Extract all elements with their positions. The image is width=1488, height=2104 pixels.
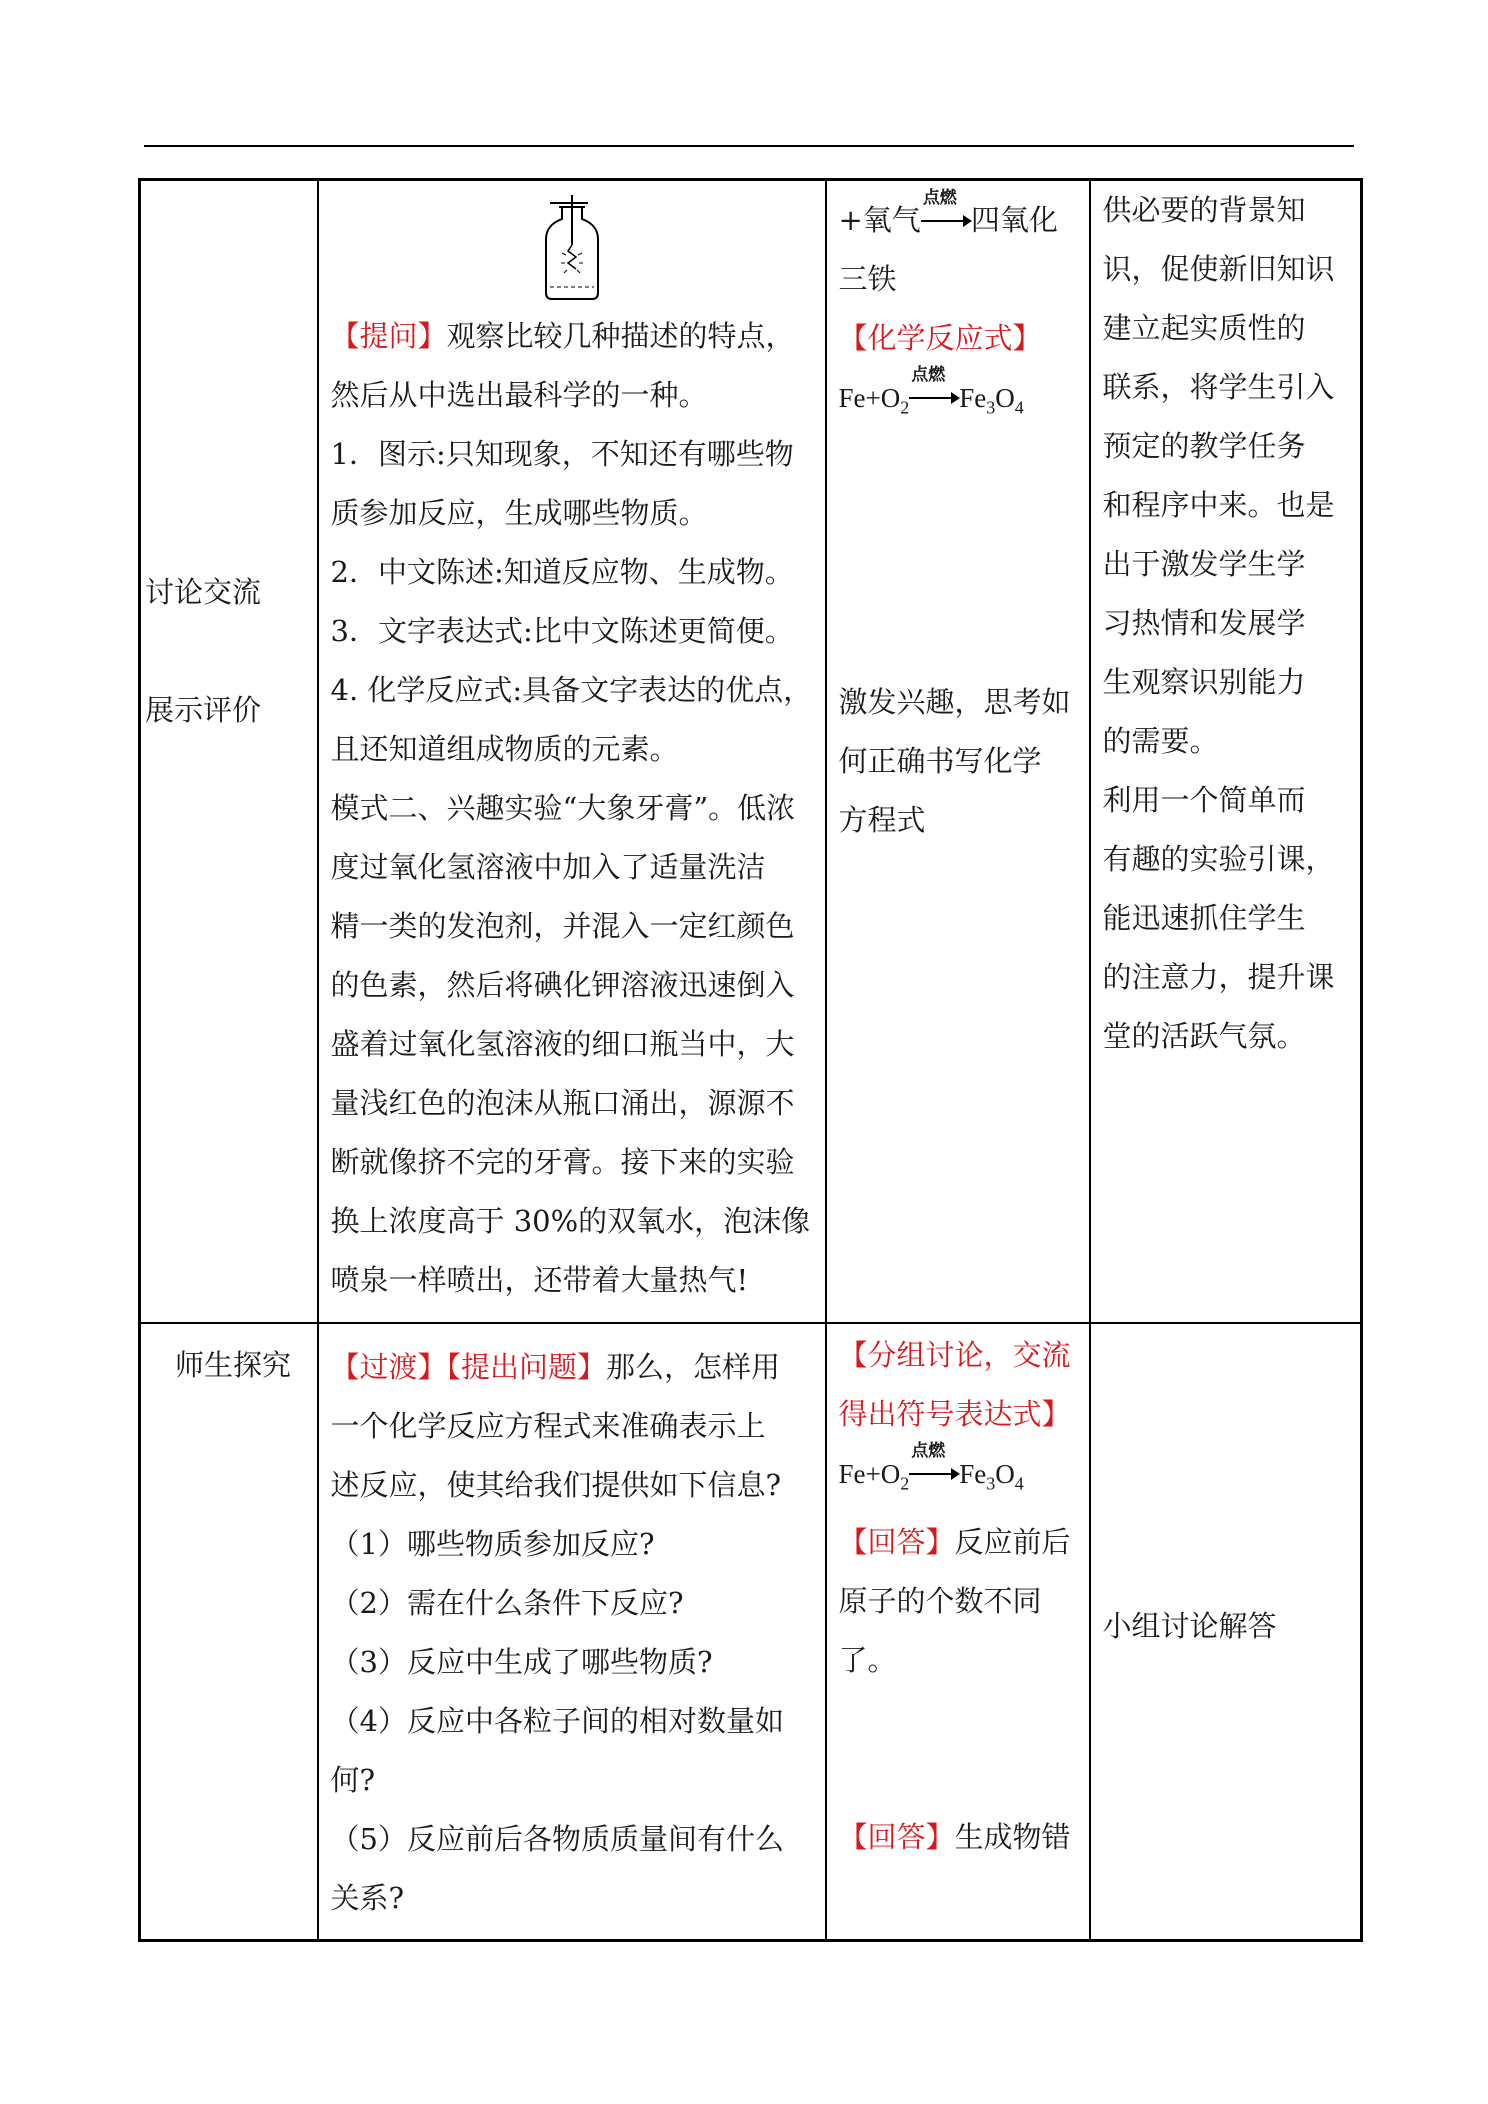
text-line: 激发兴趣，思考如 (838, 685, 1071, 720)
answer-tag: 【回答】 (838, 1524, 955, 1559)
text-line: 2．中文陈述:知道反应物、生成物。 (330, 555, 794, 589)
text-line: 识，促使新旧知识 (1102, 252, 1335, 286)
text-line: 习热情和发展学 (1102, 606, 1306, 640)
text-line: 述反应，使其给我们提供如下信息? (330, 1467, 782, 1502)
text-line: 质参加反应，生成哪些物质。 (330, 496, 708, 530)
text-line: 利用一个简单而 (1102, 783, 1306, 817)
text-line: 的色素，然后将碘化钾溶液迅速倒入 (330, 968, 795, 1002)
iron-burning-in-oxygen-flask-icon (532, 193, 612, 303)
word-equation: +氧气 点燃 四氧化 (838, 188, 1058, 237)
text-line: 换上浓度高于 30%的双氧水，泡沫像 (330, 1204, 811, 1238)
text-line: 喷泉一样喷出，还带着大量热气! (330, 1263, 749, 1297)
text-line: 出于激发学生学 (1102, 547, 1306, 581)
table-row (140, 1323, 1362, 1941)
stage-label: 师生探究 (175, 1347, 292, 1382)
stage-label: 展示评价 (145, 693, 262, 727)
lesson-table (138, 178, 1363, 1942)
text-line: 4. 化学反应式:具备文字表达的优点， (330, 673, 813, 707)
discussion-tag: 得出符号表达式】 (838, 1396, 1071, 1431)
teacher-activity-cell (318, 1323, 826, 1941)
chemical-formula: $Fe+O_2$ 点燃 $Fe_3O_4$ (838, 365, 1024, 418)
text-line: 3．文字表达式:比中文陈述更简便。 (330, 614, 794, 648)
text-line: 建立起实质性的 (1102, 311, 1306, 345)
answer-tag: 【回答】 (838, 1819, 955, 1854)
word-equation-cont: 三铁 (838, 262, 897, 296)
text-line: 联系，将学生引入 (1102, 370, 1335, 404)
text-line: 何正确书写化学 (838, 744, 1042, 779)
student-activity-cell (826, 180, 1090, 1323)
text-line: 一个化学反应方程式来准确表示上 (330, 1408, 766, 1443)
text-line: 精一类的发泡剂，并混入一定红颜色 (330, 909, 795, 943)
discussion-tag: 【分组讨论，交流 (838, 1337, 1071, 1372)
text-line: 的注意力，提升课 (1102, 960, 1335, 994)
text-line: （2）需在什么条件下反应? (330, 1585, 684, 1620)
formula-tag: 【化学反应式】 (838, 321, 1042, 355)
text-line: 和程序中来。也是 (1102, 488, 1335, 522)
chemical-formula: $Fe+O_2$ 点燃 $Fe_3O_4$ (838, 1440, 1024, 1493)
text-line: （5）反应前后各物质质量间有什么 (330, 1821, 784, 1856)
table-row (140, 180, 1362, 1323)
question-tag: 【提问】 (330, 319, 447, 353)
header-rule (144, 145, 1354, 147)
text-line: （1）哪些物质参加反应? (330, 1526, 655, 1561)
text-line: 能迅速抓住学生 (1102, 901, 1306, 935)
text-line: 小组讨论解答 (1102, 1608, 1277, 1643)
text-line: 然后从中选出最科学的一种。 (330, 378, 708, 412)
stage-cell (140, 1323, 318, 1941)
question-tag: 【提出问题】 (446, 1349, 607, 1384)
reaction-arrow-icon: 点燃 (921, 212, 971, 232)
text-line: 断就像挤不完的牙膏。接下来的实验 (330, 1145, 795, 1179)
text-line: 盛着过氧化氢溶液的细口瓶当中，大 (330, 1027, 795, 1061)
text-line: 供必要的背景知 (1102, 193, 1306, 227)
transition-tag: 【过渡】 (330, 1349, 447, 1384)
reaction-arrow-icon: 点燃 (909, 1465, 959, 1485)
design-intent-cell (1090, 1323, 1362, 1941)
text-line: 原子的个数不同 (838, 1583, 1042, 1618)
text-line: 方程式 (838, 803, 926, 838)
text-line: 度过氧化氢溶液中加入了适量洗洁 (330, 850, 766, 884)
text-line: 何? (330, 1762, 376, 1797)
stage-cell (140, 180, 318, 1323)
text-line: 反应前后 (954, 1524, 1071, 1559)
text-line: 量浅红色的泡沫从瓶口涌出，源源不 (330, 1086, 795, 1120)
teacher-activity-cell (318, 180, 826, 1323)
text-line: 有趣的实验引课， (1102, 842, 1335, 876)
text-line: 堂的活跃气氛。 (1102, 1019, 1306, 1053)
stage-label: 讨论交流 (145, 575, 262, 609)
text-line: 预定的教学任务 (1102, 429, 1306, 463)
text-line: 生观察识别能力 (1102, 665, 1306, 699)
question-text: 观察比较几种描述的特点， (446, 319, 795, 353)
text-line: 了。 (838, 1642, 897, 1677)
text-line: 模式二、兴趣实验“大象牙膏”。低浓 (330, 791, 796, 825)
student-activity-cell (826, 1323, 1090, 1941)
design-intent-cell (1090, 180, 1362, 1323)
text-line: 生成物错 (954, 1819, 1071, 1854)
text-line: 关系? (330, 1880, 405, 1915)
text-line: 的需要。 (1102, 724, 1219, 758)
text-line: （3）反应中生成了哪些物质? (330, 1644, 713, 1679)
text-line: （4）反应中各粒子间的相对数量如 (330, 1703, 784, 1738)
text-line: 那么，怎样用 (606, 1349, 781, 1384)
text-line: 1．图示:只知现象，不知还有哪些物 (330, 437, 794, 471)
text-line: 且还知道组成物质的元素。 (330, 732, 679, 766)
reaction-arrow-icon: 点燃 (909, 389, 959, 409)
